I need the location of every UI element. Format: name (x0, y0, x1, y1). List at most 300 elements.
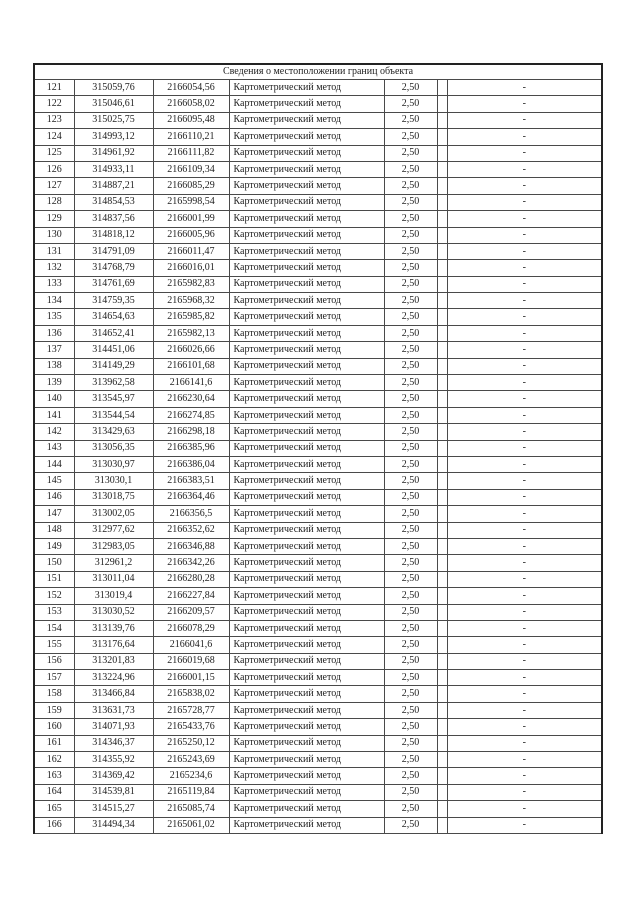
table-row (34, 424, 602, 440)
method-cell: Картометрический метод (229, 112, 384, 128)
blank-cell (437, 161, 447, 177)
method-cell: Картометрический метод (229, 538, 384, 554)
precision-cell: 2,50 (384, 391, 437, 407)
point-number-cell: 161 (34, 735, 74, 751)
point-number-cell: 149 (34, 538, 74, 554)
point-number-cell: 127 (34, 178, 74, 194)
x-coordinate-cell: 314961,92 (74, 145, 153, 161)
method-cell: Картометрический метод (229, 752, 384, 768)
blank-cell (437, 670, 447, 686)
blank-cell (437, 686, 447, 702)
y-coordinate-cell: 2165433,76 (153, 719, 229, 735)
table-row (34, 784, 602, 800)
point-number-cell: 156 (34, 653, 74, 669)
table-row (34, 752, 602, 768)
method-cell: Картометрический метод (229, 407, 384, 423)
x-coordinate-cell: 313030,1 (74, 473, 153, 489)
precision-cell: 2,50 (384, 620, 437, 636)
x-coordinate-cell: 313466,84 (74, 686, 153, 702)
blank-cell (437, 194, 447, 210)
x-coordinate-cell: 313030,52 (74, 604, 153, 620)
table-row (34, 260, 602, 276)
precision-cell: 2,50 (384, 227, 437, 243)
y-coordinate-cell: 2166346,88 (153, 538, 229, 554)
blank-cell (437, 637, 447, 653)
y-coordinate-cell: 2165968,32 (153, 293, 229, 309)
note-cell: - (447, 817, 602, 833)
method-cell: Картометрический метод (229, 276, 384, 292)
method-cell: Картометрический метод (229, 456, 384, 472)
y-coordinate-cell: 2165728,77 (153, 702, 229, 718)
precision-cell: 2,50 (384, 670, 437, 686)
note-cell: - (447, 686, 602, 702)
y-coordinate-cell: 2166280,28 (153, 571, 229, 587)
method-cell: Картометрический метод (229, 211, 384, 227)
table-row (34, 145, 602, 161)
point-number-cell: 148 (34, 522, 74, 538)
method-cell: Картометрический метод (229, 129, 384, 145)
x-coordinate-cell: 314652,41 (74, 325, 153, 341)
precision-cell: 2,50 (384, 194, 437, 210)
method-cell: Картометрический метод (229, 145, 384, 161)
table-row (34, 440, 602, 456)
note-cell: - (447, 211, 602, 227)
table-row (34, 768, 602, 784)
x-coordinate-cell: 314494,34 (74, 817, 153, 833)
blank-cell (437, 702, 447, 718)
note-cell: - (447, 276, 602, 292)
point-number-cell: 141 (34, 407, 74, 423)
blank-cell (437, 407, 447, 423)
blank-cell (437, 768, 447, 784)
precision-cell: 2,50 (384, 178, 437, 194)
x-coordinate-cell: 313011,04 (74, 571, 153, 587)
precision-cell: 2,50 (384, 358, 437, 374)
table-row (34, 801, 602, 817)
x-coordinate-cell: 313139,76 (74, 620, 153, 636)
precision-cell: 2,50 (384, 407, 437, 423)
blank-cell (437, 555, 447, 571)
blank-cell (437, 358, 447, 374)
precision-cell: 2,50 (384, 555, 437, 571)
method-cell: Картометрический метод (229, 522, 384, 538)
blank-cell (437, 735, 447, 751)
table-row (34, 817, 602, 833)
note-cell: - (447, 424, 602, 440)
precision-cell: 2,50 (384, 817, 437, 833)
point-number-cell: 143 (34, 440, 74, 456)
note-cell: - (447, 293, 602, 309)
point-number-cell: 153 (34, 604, 74, 620)
point-number-cell: 140 (34, 391, 74, 407)
table-row (34, 129, 602, 145)
point-number-cell: 142 (34, 424, 74, 440)
point-number-cell: 152 (34, 588, 74, 604)
boundary-coordinates-table (33, 63, 603, 834)
y-coordinate-cell: 2166058,02 (153, 96, 229, 112)
point-number-cell: 158 (34, 686, 74, 702)
y-coordinate-cell: 2166109,34 (153, 161, 229, 177)
x-coordinate-cell: 314654,63 (74, 309, 153, 325)
note-cell: - (447, 588, 602, 604)
method-cell: Картометрический метод (229, 506, 384, 522)
table-row (34, 604, 602, 620)
point-number-cell: 136 (34, 325, 74, 341)
precision-cell: 2,50 (384, 571, 437, 587)
table-row (34, 506, 602, 522)
precision-cell: 2,50 (384, 440, 437, 456)
x-coordinate-cell: 314451,06 (74, 342, 153, 358)
precision-cell: 2,50 (384, 653, 437, 669)
y-coordinate-cell: 2165061,02 (153, 817, 229, 833)
method-cell: Картометрический метод (229, 768, 384, 784)
point-number-cell: 145 (34, 473, 74, 489)
method-cell: Картометрический метод (229, 227, 384, 243)
y-coordinate-cell: 2166001,15 (153, 670, 229, 686)
y-coordinate-cell: 2166095,48 (153, 112, 229, 128)
y-coordinate-cell: 2166274,85 (153, 407, 229, 423)
precision-cell: 2,50 (384, 424, 437, 440)
y-coordinate-cell: 2165982,13 (153, 325, 229, 341)
method-cell: Картометрический метод (229, 555, 384, 571)
point-number-cell: 128 (34, 194, 74, 210)
precision-cell: 2,50 (384, 686, 437, 702)
point-number-cell: 124 (34, 129, 74, 145)
blank-cell (437, 325, 447, 341)
x-coordinate-cell: 313019,4 (74, 588, 153, 604)
note-cell: - (447, 752, 602, 768)
note-cell: - (447, 96, 602, 112)
blank-cell (437, 342, 447, 358)
note-cell: - (447, 653, 602, 669)
precision-cell: 2,50 (384, 637, 437, 653)
blank-cell (437, 145, 447, 161)
blank-cell (437, 424, 447, 440)
method-cell: Картометрический метод (229, 686, 384, 702)
y-coordinate-cell: 2166001,99 (153, 211, 229, 227)
y-coordinate-cell: 2166383,51 (153, 473, 229, 489)
note-cell: - (447, 604, 602, 620)
point-number-cell: 135 (34, 309, 74, 325)
point-number-cell: 162 (34, 752, 74, 768)
table-row (34, 276, 602, 292)
blank-cell (437, 260, 447, 276)
note-cell: - (447, 473, 602, 489)
precision-cell: 2,50 (384, 80, 437, 96)
table-row (34, 522, 602, 538)
note-cell: - (447, 735, 602, 751)
y-coordinate-cell: 2166011,47 (153, 243, 229, 259)
note-cell: - (447, 489, 602, 505)
y-coordinate-cell: 2166085,29 (153, 178, 229, 194)
y-coordinate-cell: 2166230,64 (153, 391, 229, 407)
x-coordinate-cell: 314761,69 (74, 276, 153, 292)
x-coordinate-cell: 313962,58 (74, 375, 153, 391)
x-coordinate-cell: 312983,05 (74, 538, 153, 554)
note-cell: - (447, 571, 602, 587)
precision-cell: 2,50 (384, 489, 437, 505)
blank-cell (437, 80, 447, 96)
method-cell: Картометрический метод (229, 293, 384, 309)
blank-cell (437, 489, 447, 505)
note-cell: - (447, 178, 602, 194)
method-cell: Картометрический метод (229, 325, 384, 341)
blank-cell (437, 653, 447, 669)
point-number-cell: 131 (34, 243, 74, 259)
note-cell: - (447, 227, 602, 243)
precision-cell: 2,50 (384, 784, 437, 800)
x-coordinate-cell: 314887,21 (74, 178, 153, 194)
precision-cell: 2,50 (384, 702, 437, 718)
precision-cell: 2,50 (384, 768, 437, 784)
table-row (34, 161, 602, 177)
blank-cell (437, 309, 447, 325)
precision-cell: 2,50 (384, 293, 437, 309)
y-coordinate-cell: 2166005,96 (153, 227, 229, 243)
y-coordinate-cell: 2165085,74 (153, 801, 229, 817)
blank-cell (437, 178, 447, 194)
note-cell: - (447, 784, 602, 800)
note-cell: - (447, 260, 602, 276)
note-cell: - (447, 194, 602, 210)
note-cell: - (447, 342, 602, 358)
point-number-cell: 126 (34, 161, 74, 177)
table-row (34, 555, 602, 571)
x-coordinate-cell: 314539,81 (74, 784, 153, 800)
y-coordinate-cell: 2166054,56 (153, 80, 229, 96)
blank-cell (437, 375, 447, 391)
method-cell: Картометрический метод (229, 473, 384, 489)
table-body (34, 64, 602, 833)
y-coordinate-cell: 2165234,6 (153, 768, 229, 784)
point-number-cell: 137 (34, 342, 74, 358)
y-coordinate-cell: 2165985,82 (153, 309, 229, 325)
y-coordinate-cell: 2166026,66 (153, 342, 229, 358)
y-coordinate-cell: 2166041,6 (153, 637, 229, 653)
blank-cell (437, 506, 447, 522)
precision-cell: 2,50 (384, 96, 437, 112)
x-coordinate-cell: 314854,53 (74, 194, 153, 210)
x-coordinate-cell: 314759,35 (74, 293, 153, 309)
note-cell: - (447, 112, 602, 128)
table-row (34, 735, 602, 751)
method-cell: Картометрический метод (229, 588, 384, 604)
x-coordinate-cell: 315046,61 (74, 96, 153, 112)
method-cell: Картометрический метод (229, 653, 384, 669)
method-cell: Картометрический метод (229, 801, 384, 817)
table-row (34, 309, 602, 325)
point-number-cell: 154 (34, 620, 74, 636)
method-cell: Картометрический метод (229, 670, 384, 686)
table-row (34, 571, 602, 587)
precision-cell: 2,50 (384, 604, 437, 620)
y-coordinate-cell: 2166385,96 (153, 440, 229, 456)
note-cell: - (447, 719, 602, 735)
blank-cell (437, 440, 447, 456)
method-cell: Картометрический метод (229, 784, 384, 800)
table-row (34, 620, 602, 636)
precision-cell: 2,50 (384, 588, 437, 604)
blank-cell (437, 293, 447, 309)
precision-cell: 2,50 (384, 260, 437, 276)
blank-cell (437, 473, 447, 489)
precision-cell: 2,50 (384, 473, 437, 489)
precision-cell: 2,50 (384, 522, 437, 538)
point-number-cell: 165 (34, 801, 74, 817)
table-row (34, 391, 602, 407)
x-coordinate-cell: 314818,12 (74, 227, 153, 243)
x-coordinate-cell: 314149,29 (74, 358, 153, 374)
point-number-cell: 123 (34, 112, 74, 128)
note-cell: - (447, 440, 602, 456)
x-coordinate-cell: 312961,2 (74, 555, 153, 571)
table-row (34, 178, 602, 194)
x-coordinate-cell: 315059,76 (74, 80, 153, 96)
y-coordinate-cell: 2165243,69 (153, 752, 229, 768)
y-coordinate-cell: 2166386,04 (153, 456, 229, 472)
y-coordinate-cell: 2165250,12 (153, 735, 229, 751)
y-coordinate-cell: 2166141,6 (153, 375, 229, 391)
method-cell: Картометрический метод (229, 604, 384, 620)
point-number-cell: 147 (34, 506, 74, 522)
table-row (34, 211, 602, 227)
y-coordinate-cell: 2166016,01 (153, 260, 229, 276)
x-coordinate-cell: 312977,62 (74, 522, 153, 538)
blank-cell (437, 391, 447, 407)
blank-cell (437, 522, 447, 538)
precision-cell: 2,50 (384, 211, 437, 227)
precision-cell: 2,50 (384, 325, 437, 341)
x-coordinate-cell: 314837,56 (74, 211, 153, 227)
blank-cell (437, 243, 447, 259)
note-cell: - (447, 391, 602, 407)
method-cell: Картометрический метод (229, 309, 384, 325)
method-cell: Картометрический метод (229, 620, 384, 636)
method-cell: Картометрический метод (229, 735, 384, 751)
x-coordinate-cell: 314346,37 (74, 735, 153, 751)
point-number-cell: 159 (34, 702, 74, 718)
note-cell: - (447, 506, 602, 522)
y-coordinate-cell: 2166352,62 (153, 522, 229, 538)
x-coordinate-cell: 314355,92 (74, 752, 153, 768)
method-cell: Картометрический метод (229, 358, 384, 374)
precision-cell: 2,50 (384, 506, 437, 522)
y-coordinate-cell: 2166209,57 (153, 604, 229, 620)
table-title-row (34, 64, 602, 80)
point-number-cell: 134 (34, 293, 74, 309)
note-cell: - (447, 456, 602, 472)
y-coordinate-cell: 2165982,83 (153, 276, 229, 292)
blank-cell (437, 784, 447, 800)
y-coordinate-cell: 2166078,29 (153, 620, 229, 636)
point-number-cell: 146 (34, 489, 74, 505)
table-row (34, 80, 602, 96)
method-cell: Картометрический метод (229, 702, 384, 718)
table-row (34, 489, 602, 505)
x-coordinate-cell: 313201,83 (74, 653, 153, 669)
x-coordinate-cell: 314369,42 (74, 768, 153, 784)
x-coordinate-cell: 313002,05 (74, 506, 153, 522)
note-cell: - (447, 637, 602, 653)
x-coordinate-cell: 313544,54 (74, 407, 153, 423)
method-cell: Картометрический метод (229, 194, 384, 210)
table-row (34, 112, 602, 128)
x-coordinate-cell: 314071,93 (74, 719, 153, 735)
blank-cell (437, 129, 447, 145)
x-coordinate-cell: 313018,75 (74, 489, 153, 505)
table-row (34, 243, 602, 259)
y-coordinate-cell: 2166364,46 (153, 489, 229, 505)
point-number-cell: 151 (34, 571, 74, 587)
x-coordinate-cell: 313631,73 (74, 702, 153, 718)
method-cell: Картометрический метод (229, 637, 384, 653)
table-row (34, 456, 602, 472)
note-cell: - (447, 243, 602, 259)
note-cell: - (447, 80, 602, 96)
precision-cell: 2,50 (384, 145, 437, 161)
x-coordinate-cell: 313030,97 (74, 456, 153, 472)
x-coordinate-cell: 314768,79 (74, 260, 153, 276)
note-cell: - (447, 801, 602, 817)
table-row (34, 538, 602, 554)
method-cell: Картометрический метод (229, 80, 384, 96)
method-cell: Картометрический метод (229, 260, 384, 276)
method-cell: Картометрический метод (229, 375, 384, 391)
method-cell: Картометрический метод (229, 161, 384, 177)
y-coordinate-cell: 2166019,68 (153, 653, 229, 669)
table-row (34, 342, 602, 358)
precision-cell: 2,50 (384, 752, 437, 768)
precision-cell: 2,50 (384, 456, 437, 472)
note-cell: - (447, 768, 602, 784)
table-row (34, 653, 602, 669)
table-row (34, 670, 602, 686)
method-cell: Картометрический метод (229, 489, 384, 505)
precision-cell: 2,50 (384, 342, 437, 358)
note-cell: - (447, 325, 602, 341)
point-number-cell: 138 (34, 358, 74, 374)
blank-cell (437, 571, 447, 587)
y-coordinate-cell: 2166227,84 (153, 588, 229, 604)
x-coordinate-cell: 314933,11 (74, 161, 153, 177)
point-number-cell: 122 (34, 96, 74, 112)
table-row (34, 473, 602, 489)
method-cell: Картометрический метод (229, 440, 384, 456)
note-cell: - (447, 702, 602, 718)
method-cell: Картометрический метод (229, 96, 384, 112)
note-cell: - (447, 620, 602, 636)
method-cell: Картометрический метод (229, 817, 384, 833)
x-coordinate-cell: 313056,35 (74, 440, 153, 456)
note-cell: - (447, 522, 602, 538)
table-row (34, 637, 602, 653)
blank-cell (437, 276, 447, 292)
point-number-cell: 144 (34, 456, 74, 472)
blank-cell (437, 719, 447, 735)
table-row (34, 358, 602, 374)
point-number-cell: 130 (34, 227, 74, 243)
note-cell: - (447, 161, 602, 177)
table-row (34, 227, 602, 243)
y-coordinate-cell: 2165998,54 (153, 194, 229, 210)
table-row (34, 325, 602, 341)
method-cell: Картометрический метод (229, 342, 384, 358)
precision-cell: 2,50 (384, 719, 437, 735)
note-cell: - (447, 309, 602, 325)
point-number-cell: 155 (34, 637, 74, 653)
point-number-cell: 139 (34, 375, 74, 391)
point-number-cell: 129 (34, 211, 74, 227)
